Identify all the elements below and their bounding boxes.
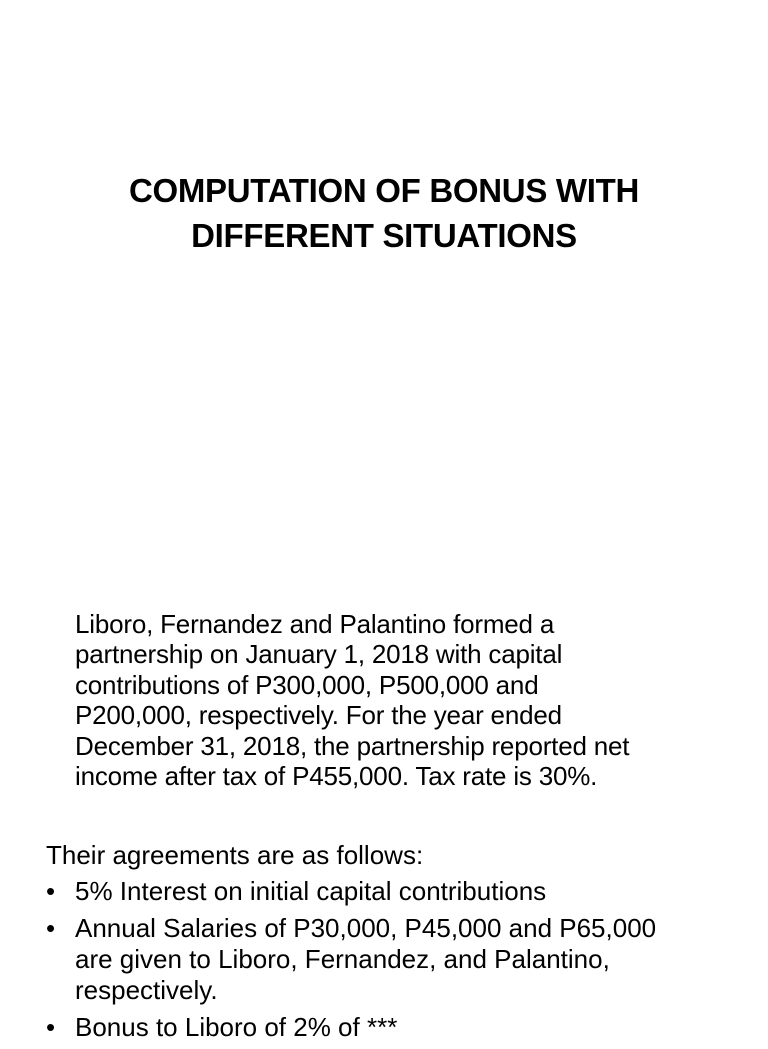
agreement-text — [75, 876, 746, 907]
agreements-list — [46, 876, 746, 1049]
agreement-text — [75, 913, 746, 1006]
agreement-line: Bonus to Liboro of 2% of *** — [75, 1012, 398, 1042]
agreement-text — [75, 1012, 746, 1043]
bullet-icon: • — [46, 1012, 56, 1042]
agreement-line: Annual Salaries of P30,000, P45,000 and P65,000 — [75, 913, 657, 943]
agreement-item — [46, 913, 746, 1006]
agreement-line: 5% Interest on initial capital contributions — [75, 876, 547, 906]
bullet-icon: • — [46, 913, 56, 943]
agreement-line: respectively. — [75, 975, 218, 1005]
paragraph-line: income after tax of P455,000. Tax rate is 30%. — [75, 761, 598, 792]
paragraph-line: P200,000, respectively. For the year ended — [75, 700, 562, 731]
slide-title-line: COMPUTATION OF BONUS WITH — [128, 172, 640, 209]
paragraph-line: contributions of P300,000, P500,000 and — [75, 669, 539, 700]
paragraph-line: partnership on January 1, 2018 with capital — [75, 639, 563, 670]
agreement-item — [46, 1012, 746, 1043]
agreement-line: are given to Liboro, Fernandez, and Palantino, — [75, 944, 610, 974]
agreements-intro: Their agreements are as follows: — [46, 840, 424, 870]
bullet-icon: • — [46, 876, 56, 906]
problem-paragraph — [75, 609, 735, 791]
paragraph-line: Liboro, Fernandez and Palantino formed a — [75, 609, 555, 639]
paragraph-line: December 31, 2018, the partnership reported net — [75, 730, 630, 761]
slide-title-line: DIFFERENT SITUATIONS — [191, 217, 577, 254]
slide-title — [60, 168, 708, 258]
agreement-item — [46, 876, 746, 907]
